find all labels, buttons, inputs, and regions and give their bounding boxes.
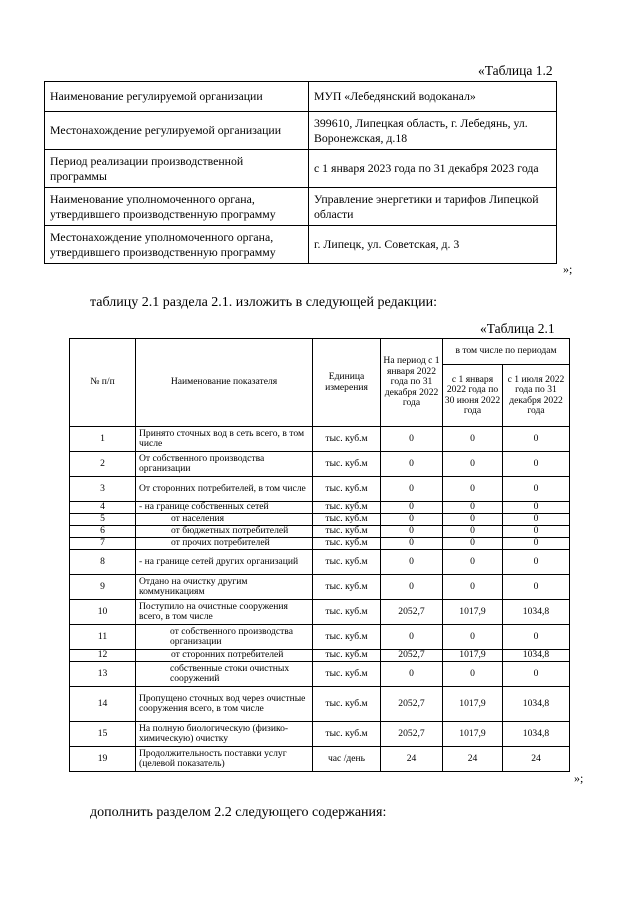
row-indicator-name: - на границе собственных сетей: [136, 502, 313, 514]
row-value-total: 0: [381, 550, 443, 575]
row-number: 3: [70, 477, 136, 502]
row-value-h1: 0: [443, 502, 503, 514]
row-indicator-name: От собственного производства организации: [136, 452, 313, 477]
table1-row: [45, 150, 557, 188]
header-p2: с 1 июля 2022 года по 31 декабря 2022 года: [503, 365, 570, 427]
row-value-total: 0: [381, 452, 443, 477]
row-unit: тыс. куб.м: [313, 427, 381, 452]
row-indicator-name: - на границе сетей других организаций: [136, 550, 313, 575]
table1-value: Управление энергетики и тарифов Липецкой области: [309, 188, 557, 226]
row-value-h2: 1034,8: [503, 687, 570, 722]
table2-row: [70, 722, 570, 747]
table1-row: [45, 188, 557, 226]
row-unit: тыс. куб.м: [313, 538, 381, 550]
row-unit: тыс. куб.м: [313, 625, 381, 650]
row-value-h1: 1017,9: [443, 600, 503, 625]
row-number: 5: [70, 514, 136, 526]
row-value-h1: 24: [443, 747, 503, 772]
row-value-h1: 0: [443, 575, 503, 600]
table2-row: [70, 575, 570, 600]
table2-row: [70, 600, 570, 625]
row-value-total: 0: [381, 575, 443, 600]
row-number: 19: [70, 747, 136, 772]
row-value-h1: 1017,9: [443, 650, 503, 662]
row-value-h1: 0: [443, 538, 503, 550]
row-unit: тыс. куб.м: [313, 687, 381, 722]
row-unit: тыс. куб.м: [313, 452, 381, 477]
row-number: 1: [70, 427, 136, 452]
row-value-h1: 1017,9: [443, 687, 503, 722]
row-value-h1: 0: [443, 514, 503, 526]
row-indicator-name: от собственного производства организации: [136, 625, 313, 650]
table1-value: 399610, Липецкая область, г. Лебедянь, ул. Воронежская, д.18: [309, 112, 557, 150]
table2-row: [70, 662, 570, 687]
row-value-h2: 0: [503, 452, 570, 477]
table2-row: [70, 526, 570, 538]
row-number: 7: [70, 538, 136, 550]
table2-row: [70, 538, 570, 550]
table2-row: [70, 427, 570, 452]
row-value-h1: 0: [443, 526, 503, 538]
row-value-total: 0: [381, 502, 443, 514]
table2-row: [70, 452, 570, 477]
row-unit: тыс. куб.м: [313, 600, 381, 625]
row-value-h1: 0: [443, 550, 503, 575]
table2-row: [70, 502, 570, 514]
header-unit: Единица измерения: [313, 339, 381, 427]
header-num: № п/п: [70, 339, 136, 427]
row-number: 13: [70, 662, 136, 687]
table2-row: [70, 650, 570, 662]
row-value-h1: 0: [443, 625, 503, 650]
row-value-h2: 0: [503, 625, 570, 650]
table2-row: [70, 514, 570, 526]
row-value-h2: 0: [503, 538, 570, 550]
table2-row: [70, 687, 570, 722]
row-unit: час /день: [313, 747, 381, 772]
row-value-h2: 0: [503, 526, 570, 538]
row-value-h2: 1034,8: [503, 600, 570, 625]
table1-value: г. Липецк, ул. Советская, д. 3: [309, 226, 557, 264]
row-indicator-name: От сторонних потребителей, в том числе: [136, 477, 313, 502]
row-value-h1: 0: [443, 662, 503, 687]
table1-row: [45, 112, 557, 150]
row-number: 14: [70, 687, 136, 722]
row-indicator-name: собственные стоки очистных сооружений: [136, 662, 313, 687]
row-value-h2: 1034,8: [503, 722, 570, 747]
row-value-h2: 24: [503, 747, 570, 772]
row-value-h2: 0: [503, 514, 570, 526]
table2-caption: «Таблица 2.1: [480, 321, 555, 336]
row-value-total: 0: [381, 538, 443, 550]
row-number: 4: [70, 502, 136, 514]
row-value-total: 2052,7: [381, 600, 443, 625]
row-value-h2: 0: [503, 427, 570, 452]
row-unit: тыс. куб.м: [313, 722, 381, 747]
row-indicator-name: от бюджетных потребителей: [136, 526, 313, 538]
row-value-total: 2052,7: [381, 650, 443, 662]
row-unit: тыс. куб.м: [313, 477, 381, 502]
table2-row: [70, 477, 570, 502]
row-number: 6: [70, 526, 136, 538]
row-unit: тыс. куб.м: [313, 502, 381, 514]
row-value-h2: 0: [503, 575, 570, 600]
row-value-total: 2052,7: [381, 687, 443, 722]
row-value-h2: 1034,8: [503, 650, 570, 662]
row-number: 11: [70, 625, 136, 650]
row-indicator-name: Принято сточных вод в сеть всего, в том числе: [136, 427, 313, 452]
row-value-h2: 0: [503, 550, 570, 575]
row-value-h1: 0: [443, 477, 503, 502]
row-number: 9: [70, 575, 136, 600]
row-value-total: 0: [381, 514, 443, 526]
row-value-total: 24: [381, 747, 443, 772]
table2-row: [70, 550, 570, 575]
table1-value: МУП «Лебедянский водоканал»: [309, 82, 557, 112]
row-indicator-name: от сторонних потребителей: [136, 650, 313, 662]
row-unit: тыс. куб.м: [313, 526, 381, 538]
table1-label: Период реализации производственной программы: [45, 150, 309, 188]
row-value-total: 0: [381, 662, 443, 687]
row-unit: тыс. куб.м: [313, 662, 381, 687]
row-unit: тыс. куб.м: [313, 575, 381, 600]
row-indicator-name: Пропущено сточных вод через очистные сооружения всего, в том числе: [136, 687, 313, 722]
row-indicator-name: На полную биологическую (физико-химическую) очистку: [136, 722, 313, 747]
table1-row: [45, 82, 557, 112]
table-2-1: [69, 338, 570, 772]
row-number: 15: [70, 722, 136, 747]
table1-label: Наименование регулируемой организации: [45, 82, 309, 112]
header-name: Наименование показателя: [136, 339, 313, 427]
row-indicator-name: Поступило на очистные сооружения всего, в том числе: [136, 600, 313, 625]
table-1-2: [44, 81, 557, 264]
row-value-h2: 0: [503, 662, 570, 687]
table2-row: [70, 747, 570, 772]
table1-row: [45, 226, 557, 264]
paragraph-table-2-1-edit: таблицу 2.1 раздела 2.1. изложить в следующей редакции:: [90, 295, 438, 310]
table1-caption: «Таблица 1.2: [478, 63, 553, 78]
row-unit: тыс. куб.м: [313, 650, 381, 662]
header-period: На период с 1 января 2022 года по 31 декабря 2022 года: [381, 339, 443, 427]
row-value-total: 0: [381, 625, 443, 650]
row-value-h1: 0: [443, 427, 503, 452]
row-value-total: 0: [381, 477, 443, 502]
row-indicator-name: Продолжительность поставки услуг (целевой показатель): [136, 747, 313, 772]
header-incl: в том числе по периодам: [443, 339, 570, 365]
row-value-total: 0: [381, 526, 443, 538]
table2-row: [70, 625, 570, 650]
table1-end-mark: »;: [563, 262, 573, 276]
header-p1: с 1 января 2022 года по 30 июня 2022 года: [443, 365, 503, 427]
table1-value: с 1 января 2023 года по 31 декабря 2023 года: [309, 150, 557, 188]
paragraph-add-section-2-2: дополнить разделом 2.2 следующего содержания:: [90, 805, 387, 820]
row-number: 12: [70, 650, 136, 662]
row-unit: тыс. куб.м: [313, 550, 381, 575]
table2-end-mark: »;: [574, 771, 584, 785]
row-value-total: 0: [381, 427, 443, 452]
row-indicator-name: от населения: [136, 514, 313, 526]
row-value-h1: 1017,9: [443, 722, 503, 747]
table1-label: Местонахождение уполномоченного органа, утвердившего производственную программу: [45, 226, 309, 264]
row-number: 2: [70, 452, 136, 477]
table1-label: Местонахождение регулируемой организации: [45, 112, 309, 150]
row-number: 10: [70, 600, 136, 625]
row-unit: тыс. куб.м: [313, 514, 381, 526]
row-value-h2: 0: [503, 477, 570, 502]
row-value-total: 2052,7: [381, 722, 443, 747]
row-indicator-name: от прочих потребителей: [136, 538, 313, 550]
row-value-h1: 0: [443, 452, 503, 477]
table1-label: Наименование уполномоченного органа, утвердившего производственную программу: [45, 188, 309, 226]
row-indicator-name: Отдано на очистку другим коммуникациям: [136, 575, 313, 600]
row-value-h2: 0: [503, 502, 570, 514]
row-number: 8: [70, 550, 136, 575]
